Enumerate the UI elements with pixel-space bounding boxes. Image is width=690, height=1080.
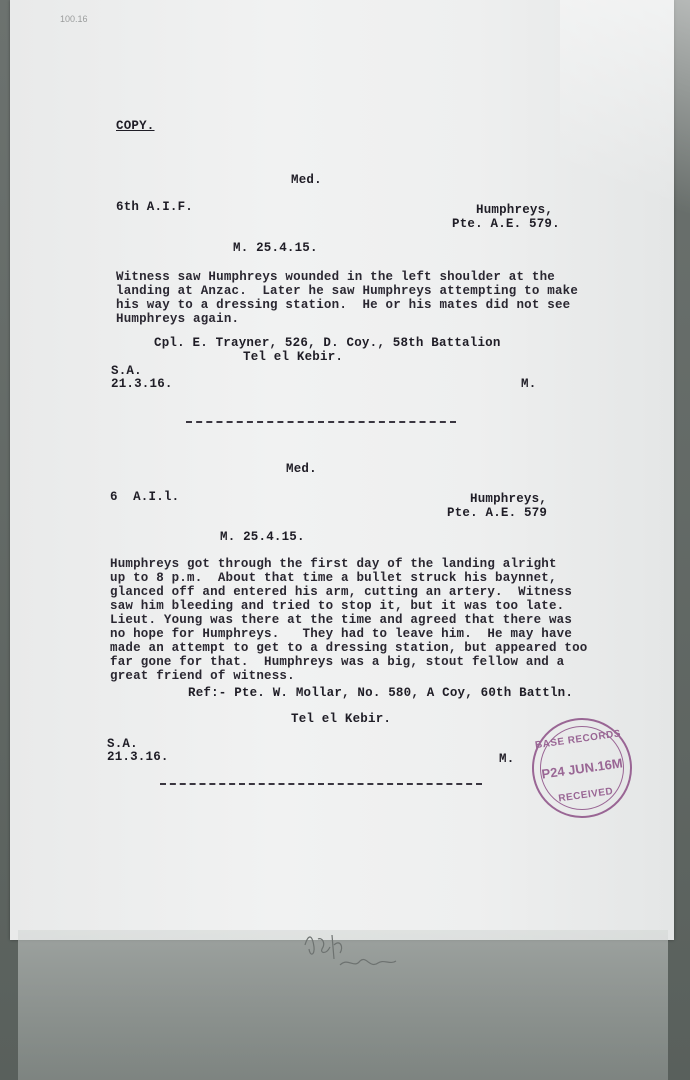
record1-service-number: Pte. A.E. 579. bbox=[452, 217, 560, 231]
signature-stroke bbox=[305, 935, 342, 959]
record2-name: Humphreys, bbox=[470, 492, 548, 506]
record2-mark: M. bbox=[499, 752, 515, 766]
record2-service-number: Pte. A.E. 579 bbox=[447, 506, 548, 520]
record2-informant: Ref:- Pte. W. Mollar, No. 580, A Coy, 60th Battln. bbox=[188, 686, 574, 700]
corner-mark: 100.16 bbox=[60, 14, 88, 24]
record1-name: Humphreys, bbox=[476, 203, 554, 217]
section-divider bbox=[160, 783, 482, 785]
record1-date: 21.3.16. bbox=[111, 377, 173, 391]
record2-statement-line: Humphreys got through the first day of the landing alright bbox=[110, 557, 557, 571]
section-divider bbox=[186, 421, 456, 423]
record2-heading: Med. bbox=[286, 462, 317, 476]
record2-unit: 6 A.I.l. bbox=[110, 490, 180, 504]
record1-location: Tel el Kebir. bbox=[243, 350, 344, 364]
record1-statement-line: landing at Anzac. Later he saw Humphreys attempting to make bbox=[116, 284, 579, 298]
record1-initials: S.A. bbox=[111, 364, 142, 378]
record2-location: Tel el Kebir. bbox=[291, 712, 392, 726]
record2-date: 21.3.16. bbox=[107, 750, 169, 764]
record1-mark: M. bbox=[521, 377, 537, 391]
record2-statement-line: Lieut. Young was there at the time and agreed that there was bbox=[110, 613, 573, 627]
pencil-signature bbox=[300, 925, 410, 985]
record1-date-ref: M. 25.4.15. bbox=[233, 241, 318, 255]
record1-statement-line: Humphreys again. bbox=[116, 312, 240, 326]
stamp-bottom-text: RECEIVED bbox=[557, 785, 614, 805]
record1-heading: Med. bbox=[291, 173, 322, 187]
record2-statement-line: up to 8 p.m. About that time a bullet struck his baynnet, bbox=[110, 571, 557, 585]
paper-fold-highlight bbox=[560, 0, 690, 260]
record2-date-ref: M. 25.4.15. bbox=[220, 530, 305, 544]
record2-statement-line: far gone for that. Humphreys was a big, stout fellow and a bbox=[110, 655, 565, 669]
record1-statement-line: his way to a dressing station. He or his mates did not see bbox=[116, 298, 571, 312]
record1-statement bbox=[116, 270, 578, 326]
signature-stroke bbox=[340, 959, 396, 965]
copy-label: COPY. bbox=[116, 119, 155, 133]
record2-statement-line: no hope for Humphreys. They had to leave him. He may have bbox=[110, 627, 573, 641]
record2-statement-line: made an attempt to get to a dressing station, but appeared too bbox=[110, 641, 588, 655]
stamp-top-text: BASE RECORDS bbox=[534, 728, 622, 752]
record2-statement-line: great friend of witness. bbox=[110, 669, 295, 683]
stamp-date-text: P24 JUN.16M bbox=[540, 755, 624, 782]
record1-statement-line: Witness saw Humphreys wounded in the left shoulder at the bbox=[116, 270, 555, 284]
record2-initials: S.A. bbox=[107, 737, 138, 751]
record1-informant: Cpl. E. Trayner, 526, D. Coy., 58th Battalion bbox=[154, 336, 501, 350]
record2-statement-line: saw him bleeding and tried to stop it, but it was too late. bbox=[110, 599, 565, 613]
record2-statement-line: glanced off and entered his arm, cutting an artery. Witness bbox=[110, 585, 573, 599]
record2-statement bbox=[110, 557, 587, 683]
record1-unit: 6th A.I.F. bbox=[116, 200, 194, 214]
